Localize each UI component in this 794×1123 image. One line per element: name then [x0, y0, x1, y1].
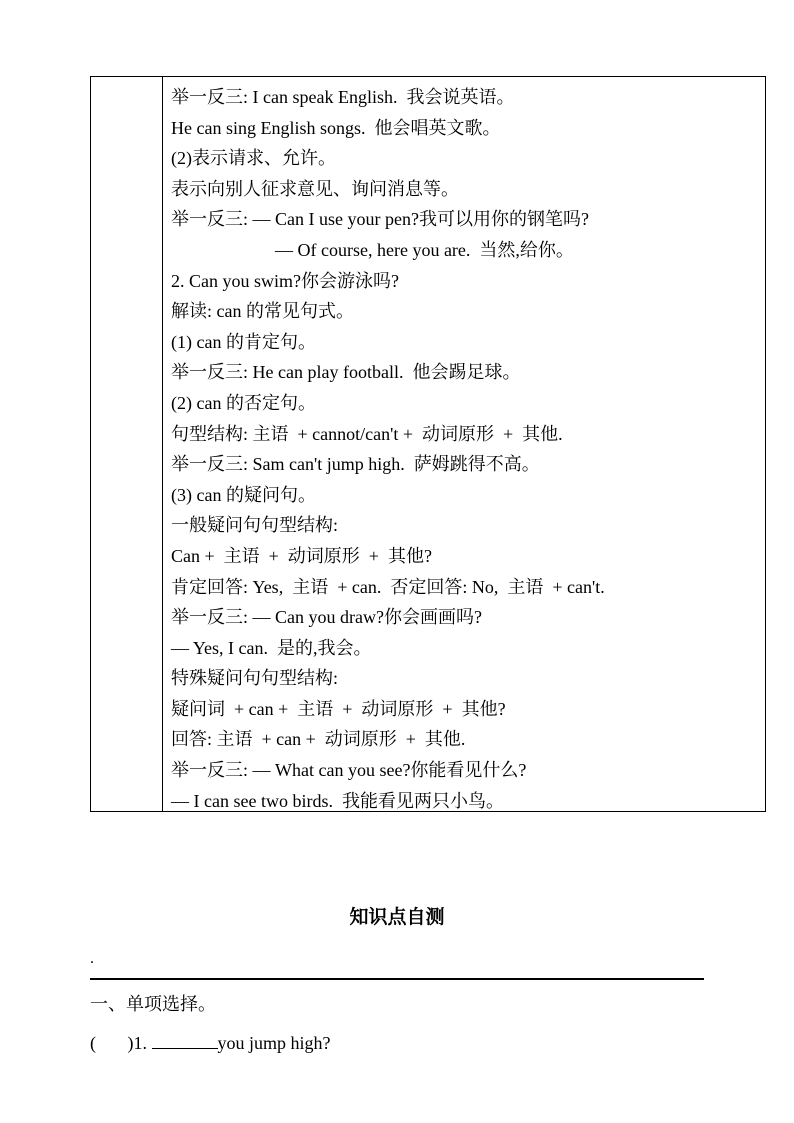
table-line: 举一反三: I can speak English. 我会说英语。: [171, 87, 515, 107]
table-right-column: [163, 77, 765, 811]
table-line: — Yes, I can. 是的,我会。: [171, 637, 372, 658]
table-line: (2)表示请求、允许。: [171, 148, 336, 169]
table-line: 特殊疑问句句型结构:: [171, 668, 339, 689]
answer-blank[interactable]: [152, 1032, 218, 1049]
table-line: 举一反三: — Can you draw?你会画画吗?: [171, 607, 482, 628]
table-line: 举一反三: He can play football. 他会踢足球。: [171, 362, 521, 383]
table-line: He can sing English songs. 他会唱英文歌。: [171, 117, 501, 138]
question-text: you jump high?: [217, 1033, 331, 1053]
part-heading: 一、单项选择。: [90, 994, 216, 1014]
table-line: 一般疑问句句型结构:: [171, 515, 339, 536]
table-line: 举一反三: Sam can't jump high. 萨姆跳得不高。: [171, 454, 540, 475]
table-line: 句型结构: 主语 + cannot/can't + 动词原形 + 其他.: [171, 423, 563, 444]
table-line: 举一反三: — Can I use your pen?我可以用你的钢笔吗?: [171, 209, 589, 230]
question-item: [90, 1032, 331, 1054]
table-line: 2. Can you swim?你会游泳吗?: [171, 270, 399, 291]
table-line: 肯定回答: Yes, 主语 + can. 否定回答: No, 主语 + can't.: [171, 576, 605, 597]
section-title: 知识点自测: [349, 906, 445, 928]
question-number: ( )1.: [90, 1033, 152, 1053]
notes-table: [90, 76, 766, 812]
table-line: 解读: can 的常见句式。: [171, 301, 354, 322]
stray-dot: .: [90, 950, 94, 967]
table-line: 疑问词 + can + 主语 + 动词原形 + 其他?: [171, 698, 506, 719]
table-left-column: [91, 77, 163, 811]
table-line: — Of course, here you are. 当然,给你。: [275, 239, 574, 260]
table-line: (3) can 的疑问句。: [171, 484, 316, 505]
table-line: Can + 主语 + 动词原形 + 其他?: [171, 545, 432, 566]
table-line: (1) can 的肯定句。: [171, 331, 316, 352]
table-line: — I can see two birds. 我能看见两只小鸟。: [171, 790, 504, 811]
table-line: 举一反三: — What can you see?你能看见什么?: [171, 760, 527, 781]
table-line: (2) can 的否定句。: [171, 392, 316, 413]
horizontal-rule: [90, 978, 704, 980]
table-line: 回答: 主语 + can + 动词原形 + 其他.: [171, 729, 466, 750]
table-line: 表示向别人征求意见、询问消息等。: [171, 178, 459, 199]
